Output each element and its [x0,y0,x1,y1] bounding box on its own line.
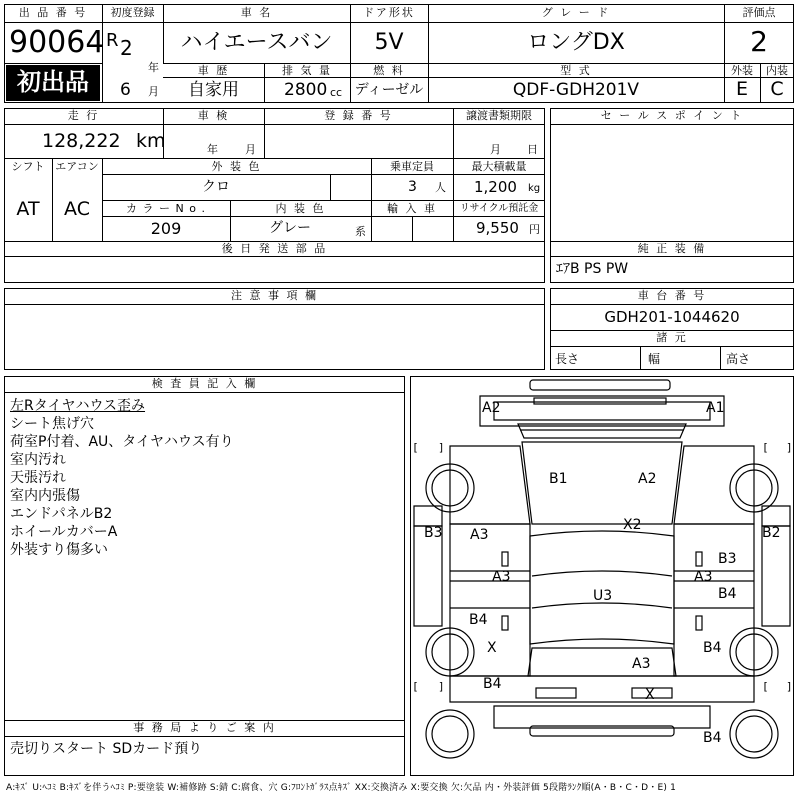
fuel-label: 燃 料 [373,64,405,77]
car-name-label: 車 名 [240,6,273,19]
svg-text:[: [ [412,441,419,454]
history: 自家用 [188,80,239,100]
recycle-fee: 9,550 [476,219,519,237]
mileage-label: 走 行 [67,109,100,122]
damage-mark: A2 [638,471,657,487]
year-unit: 年 [148,61,159,74]
genuine-equipment-label: 純 正 装 備 [637,242,707,255]
svg-text:]: ] [438,441,445,454]
capacity: 3 [408,179,417,195]
score: 2 [750,25,768,58]
inspector-note: 荷室P付着、AU、タイヤハウス有り [10,434,234,450]
damage-mark: B4 [703,730,722,746]
registration-month: 6 [120,80,131,100]
inspector-note: エンドパネルB2 [10,506,113,522]
history-label: 車 歴 [197,64,230,77]
exterior-color: クロ [202,179,230,195]
month-unit: 月 [148,85,159,98]
damage-mark: A3 [470,527,489,543]
grade: ロングDX [527,30,625,55]
interior-color: グレー [269,220,311,236]
displacement-label: 排 気 量 [282,64,332,77]
interior-grade-label: 内装 [766,64,788,77]
inspector-note: 天張汚れ [10,470,66,486]
genuine-equipment: ｴｱB PS PW [556,261,629,277]
ac: AC [64,198,90,220]
grade-label: グ レ ー ド [541,6,611,19]
svg-text:]: ] [786,441,793,454]
damage-mark: B4 [483,676,502,692]
vehicle-outline-diagram [410,376,794,776]
model-label: 型 式 [560,64,592,77]
interior-grade: C [770,78,784,100]
sales-point-label: セ ー ル ス ポ イ ン ト [600,109,744,122]
svg-text:[: [ [762,680,769,693]
capacity-label: 乗車定員 [390,160,434,173]
displacement-unit: cc [330,86,343,99]
first-registration-label: 初度登録 [110,6,155,19]
mileage-unit: km [136,130,166,152]
svg-text:]: ] [786,680,793,693]
legend: A:ｷｽﾞ U:ﾍｺﾐ B:ｷｽﾞを伴うﾍｺﾐ P:要塗装 W:補修跡 S:錆 C:腐食、穴 G:ﾌﾛﾝﾄｶﾞﾗｽ点ｷｽﾞ XX:交換済み X:要交換 欠:欠品 内・外装評価 5段階ﾗﾝｸ順(A・B・C・D・E) 1 [6,783,677,793]
transfer-month-unit: 月 [490,143,501,156]
car-name: ハイエースバン [180,30,333,55]
inspector-title: 検 査 員 記 入 欄 [151,377,258,390]
exterior-grade: E [735,78,748,100]
damage-mark: B2 [762,525,781,541]
lot-number: 90064 [9,25,105,60]
chassis-number-label: 車 台 番 号 [637,289,707,302]
damage-mark: B1 [549,471,568,487]
interior-color-label: 内 装 色 [275,202,326,215]
damage-mark: B3 [424,525,443,541]
damage-mark: A3 [492,569,511,585]
max-load-label: 最大積載量 [471,160,527,173]
inspection-year-unit: 年 [207,143,218,156]
damage-mark: A2 [482,400,501,416]
door-type-label: ドア形状 [363,6,415,19]
office-notice-label: 事 務 局 よ り ご 案 内 [133,721,276,734]
color-number: 209 [150,219,182,238]
damage-mark: A3 [632,656,651,672]
svg-text:]: ] [438,680,445,693]
length-label: 長さ [555,352,580,366]
dimensions-label: 諸 元 [656,331,688,344]
recycle-fee-label: リサイクル預託金 [459,203,539,214]
inspector-note: シート焦げ穴 [10,416,94,432]
inspection-month-unit: 月 [245,143,256,156]
model: QDF-GDH201V [512,80,640,100]
first-listing-text: 初出品 [17,68,89,96]
inspector-note: ホイールカバーA [10,524,118,540]
inspector-note: 外装すり傷多い [10,542,108,558]
exterior-color-label: 外 装 色 [211,160,262,173]
max-load: 1,200 [474,178,517,196]
damage-mark: B3 [718,551,737,567]
damage-mark: X [487,640,497,656]
shift: AT [16,198,40,220]
office-notice: 売切りスタート SDカード預り [10,741,203,757]
ac-label: エアコン [55,160,99,173]
svg-text:[: [ [762,441,769,454]
damage-mark: B4 [469,612,488,628]
notes-label: 注 意 事 項 欄 [231,289,318,302]
door-type: 5V [374,30,404,55]
color-number-label: カ ラ ー N o . [126,202,206,215]
shift-label: シフト [11,160,45,173]
fuel: ディーゼル [354,82,424,98]
inspector-note: 左Rタイヤハウス歪み [10,398,146,414]
capacity-unit: 人 [435,181,446,194]
inspector-note: 室内内張傷 [10,488,80,504]
displacement: 2800 [284,80,328,100]
mileage: 128,222 [42,130,121,152]
import-car-label: 輸 入 車 [387,202,437,215]
exterior-grade-label: 外装 [731,64,753,77]
inspection-label: 車 検 [197,109,230,122]
score-label: 評価点 [742,6,776,19]
interior-color-unit: 系 [355,225,366,238]
lot-number-label: 出 品 番 号 [18,6,88,19]
transfer-deadline-label: 譲渡書類期限 [466,109,532,122]
registration-number-label: 登 録 番 号 [324,109,393,122]
inspector-note: 室内汚れ [10,452,66,468]
svg-text:[: [ [412,680,419,693]
chassis-number: GDH201-1044620 [604,308,740,326]
height-label: 高さ [726,352,751,366]
damage-mark: X [645,687,655,703]
damage-mark: B4 [718,586,737,602]
damage-mark: A1 [706,400,725,416]
damage-mark: B4 [703,640,722,656]
recycle-fee-unit: 円 [529,223,540,236]
damage-mark: X2 [623,517,642,533]
later-parts-label: 後 日 発 送 部 品 [221,242,328,255]
damage-mark: A3 [694,569,713,585]
max-load-unit: kg [528,183,541,194]
transfer-day-unit: 日 [527,143,538,156]
era-mark: R [106,30,119,51]
damage-mark: U3 [593,588,613,604]
width-label: 幅 [648,352,661,366]
registration-year: 2 [120,36,133,60]
